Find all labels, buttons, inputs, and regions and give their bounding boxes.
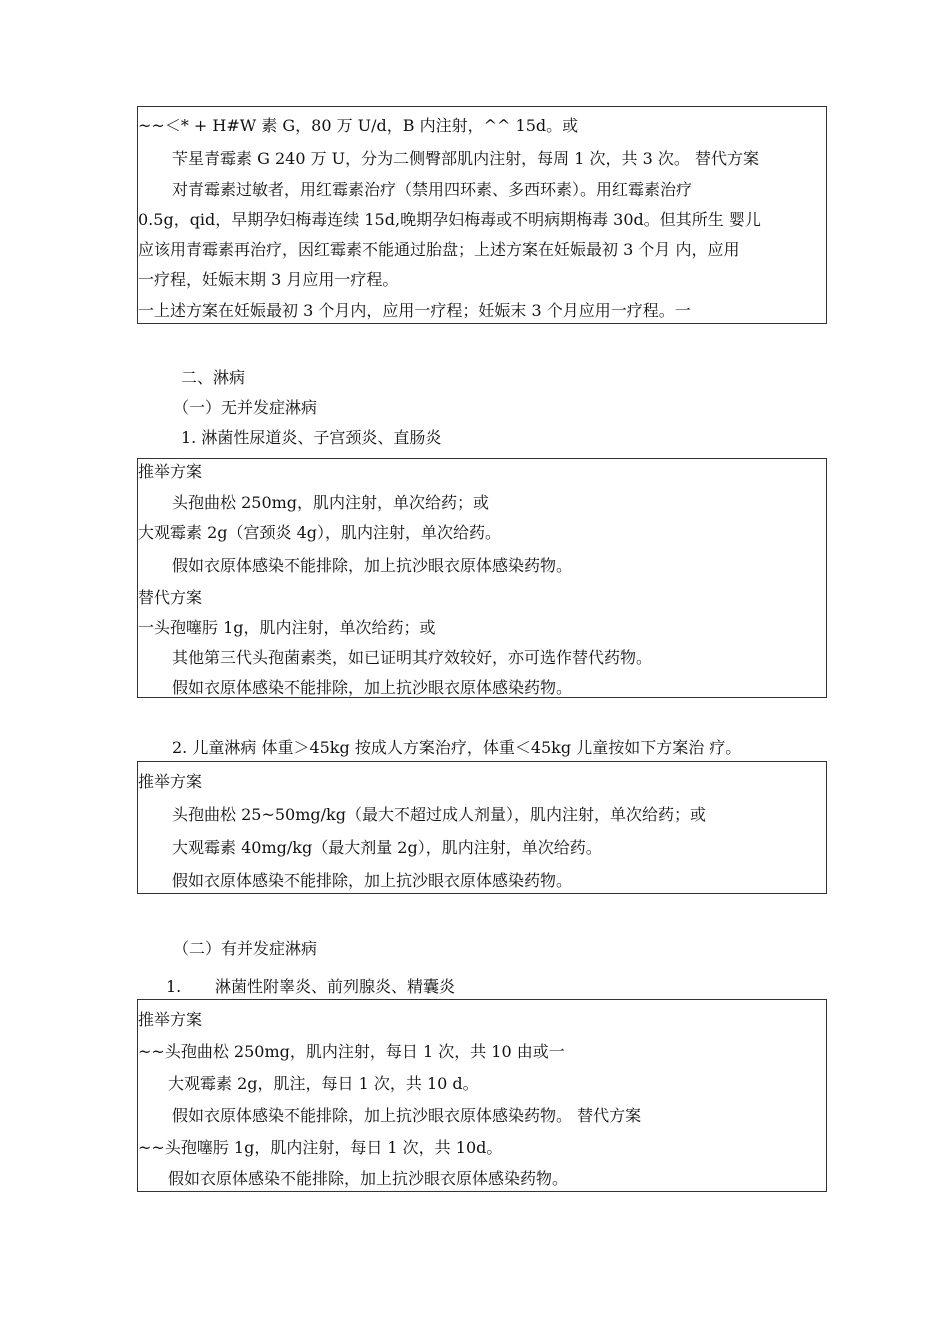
box4-line-5: ~~头孢噻肟 1g，肌内注射，每日 1 次，共 10d。 bbox=[138, 1138, 503, 1157]
item-3-number: 1. bbox=[166, 977, 182, 996]
box2-line-7: 其他第三代头孢菌素类，如已证明其疗效较好，亦可选作替代药物。 bbox=[172, 648, 653, 667]
box1-line-3: 对青霉素过敏者，用红霉素治疗（禁用四环素、多西环素）。用红霉素治疗 bbox=[172, 180, 693, 199]
box2-line-4: 假如衣原体感染不能排除，加上抗沙眼衣原体感染药物。 bbox=[172, 556, 573, 575]
treatment-box-complicated-gonorrhea bbox=[137, 999, 827, 1192]
box3-line-3: 大观霉素 40mg/kg（最大剂量 2g），肌内注射，单次给药。 bbox=[172, 838, 602, 857]
box3-line-2: 头孢曲松 25~50mg/kg（最大不超过成人剂量），肌内注射，单次给药；或 bbox=[172, 805, 706, 824]
box1-line-4: 0.5g，qid，早期孕妇梅毒连续 15d,晚期孕妇梅毒或不明病期梅毒 30d。但其所生 婴儿 bbox=[138, 210, 761, 229]
box3-line-1: 推举方案 bbox=[138, 772, 203, 791]
section-title-gonorrhea: 二、淋病 bbox=[181, 368, 246, 387]
box1-line-2: 苄星青霉素 G 240 万 U，分为二侧臀部肌内注射，每周 1 次，共 3 次。 替代方案 bbox=[172, 149, 759, 168]
subsection-uncomplicated: （一）无并发症淋病 bbox=[173, 398, 318, 417]
box2-line-1: 推举方案 bbox=[138, 462, 203, 481]
item-1-heading: 1. 淋菌性尿道炎、子宫颈炎、直肠炎 bbox=[181, 428, 442, 447]
subsection-complicated: （二）有并发症淋病 bbox=[173, 939, 318, 958]
box2-line-2: 头孢曲松 250mg，肌内注射，单次给药；或 bbox=[172, 493, 490, 512]
box2-line-8: 假如衣原体感染不能排除，加上抗沙眼衣原体感染药物。 bbox=[172, 678, 573, 697]
box4-line-1: 推举方案 bbox=[138, 1010, 203, 1029]
box4-line-4: 假如衣原体感染不能排除，加上抗沙眼衣原体感染药物。 替代方案 bbox=[172, 1106, 642, 1125]
box4-line-3: 大观霉素 2g，肌注，每日 1 次，共 10 d。 bbox=[168, 1074, 479, 1093]
item-2-heading: 2. 儿童淋病 体重＞45kg 按成人方案治疗，体重＜45kg 儿童按如下方案治 疗。 bbox=[172, 738, 742, 757]
treatment-box-syphilis-pregnancy bbox=[137, 106, 827, 324]
box1-line-6: 一疗程，妊娠末期 3 月应用一疗程。 bbox=[138, 270, 399, 289]
box2-line-5: 替代方案 bbox=[138, 588, 203, 607]
box2-line-6: 一头孢噻肟 1g，肌内注射，单次给药；或 bbox=[138, 618, 436, 637]
item-3-heading: 淋菌性附睾炎、前列腺炎、精囊炎 bbox=[215, 977, 456, 996]
box1-line-1: ~~＜* + H#W 素 G，80 万 U/d，B 内注射，^^ 15d。或 bbox=[138, 116, 579, 135]
box4-line-6: 假如衣原体感染不能排除，加上抗沙眼衣原体感染药物。 bbox=[168, 1169, 569, 1188]
box1-line-5: 应该用青霉素再治疗，因红霉素不能通过胎盘；上述方案在妊娠最初 3 个月 内，应用 bbox=[138, 240, 740, 259]
treatment-box-child-gonorrhea bbox=[137, 761, 827, 894]
box4-line-2: ~~头孢曲松 250mg，肌内注射，每日 1 次，共 10 由或一 bbox=[138, 1042, 565, 1061]
box3-line-4: 假如衣原体感染不能排除，加上抗沙眼衣原体感染药物。 bbox=[172, 871, 573, 890]
box2-line-3: 大观霉素 2g（宫颈炎 4g），肌内注射，单次给药。 bbox=[138, 523, 502, 542]
treatment-box-uncomplicated-gonorrhea bbox=[137, 458, 827, 698]
box1-line-7: 一上述方案在妊娠最初 3 个月内，应用一疗程；妊娠末 3 个月应用一疗程。一 bbox=[138, 301, 691, 320]
